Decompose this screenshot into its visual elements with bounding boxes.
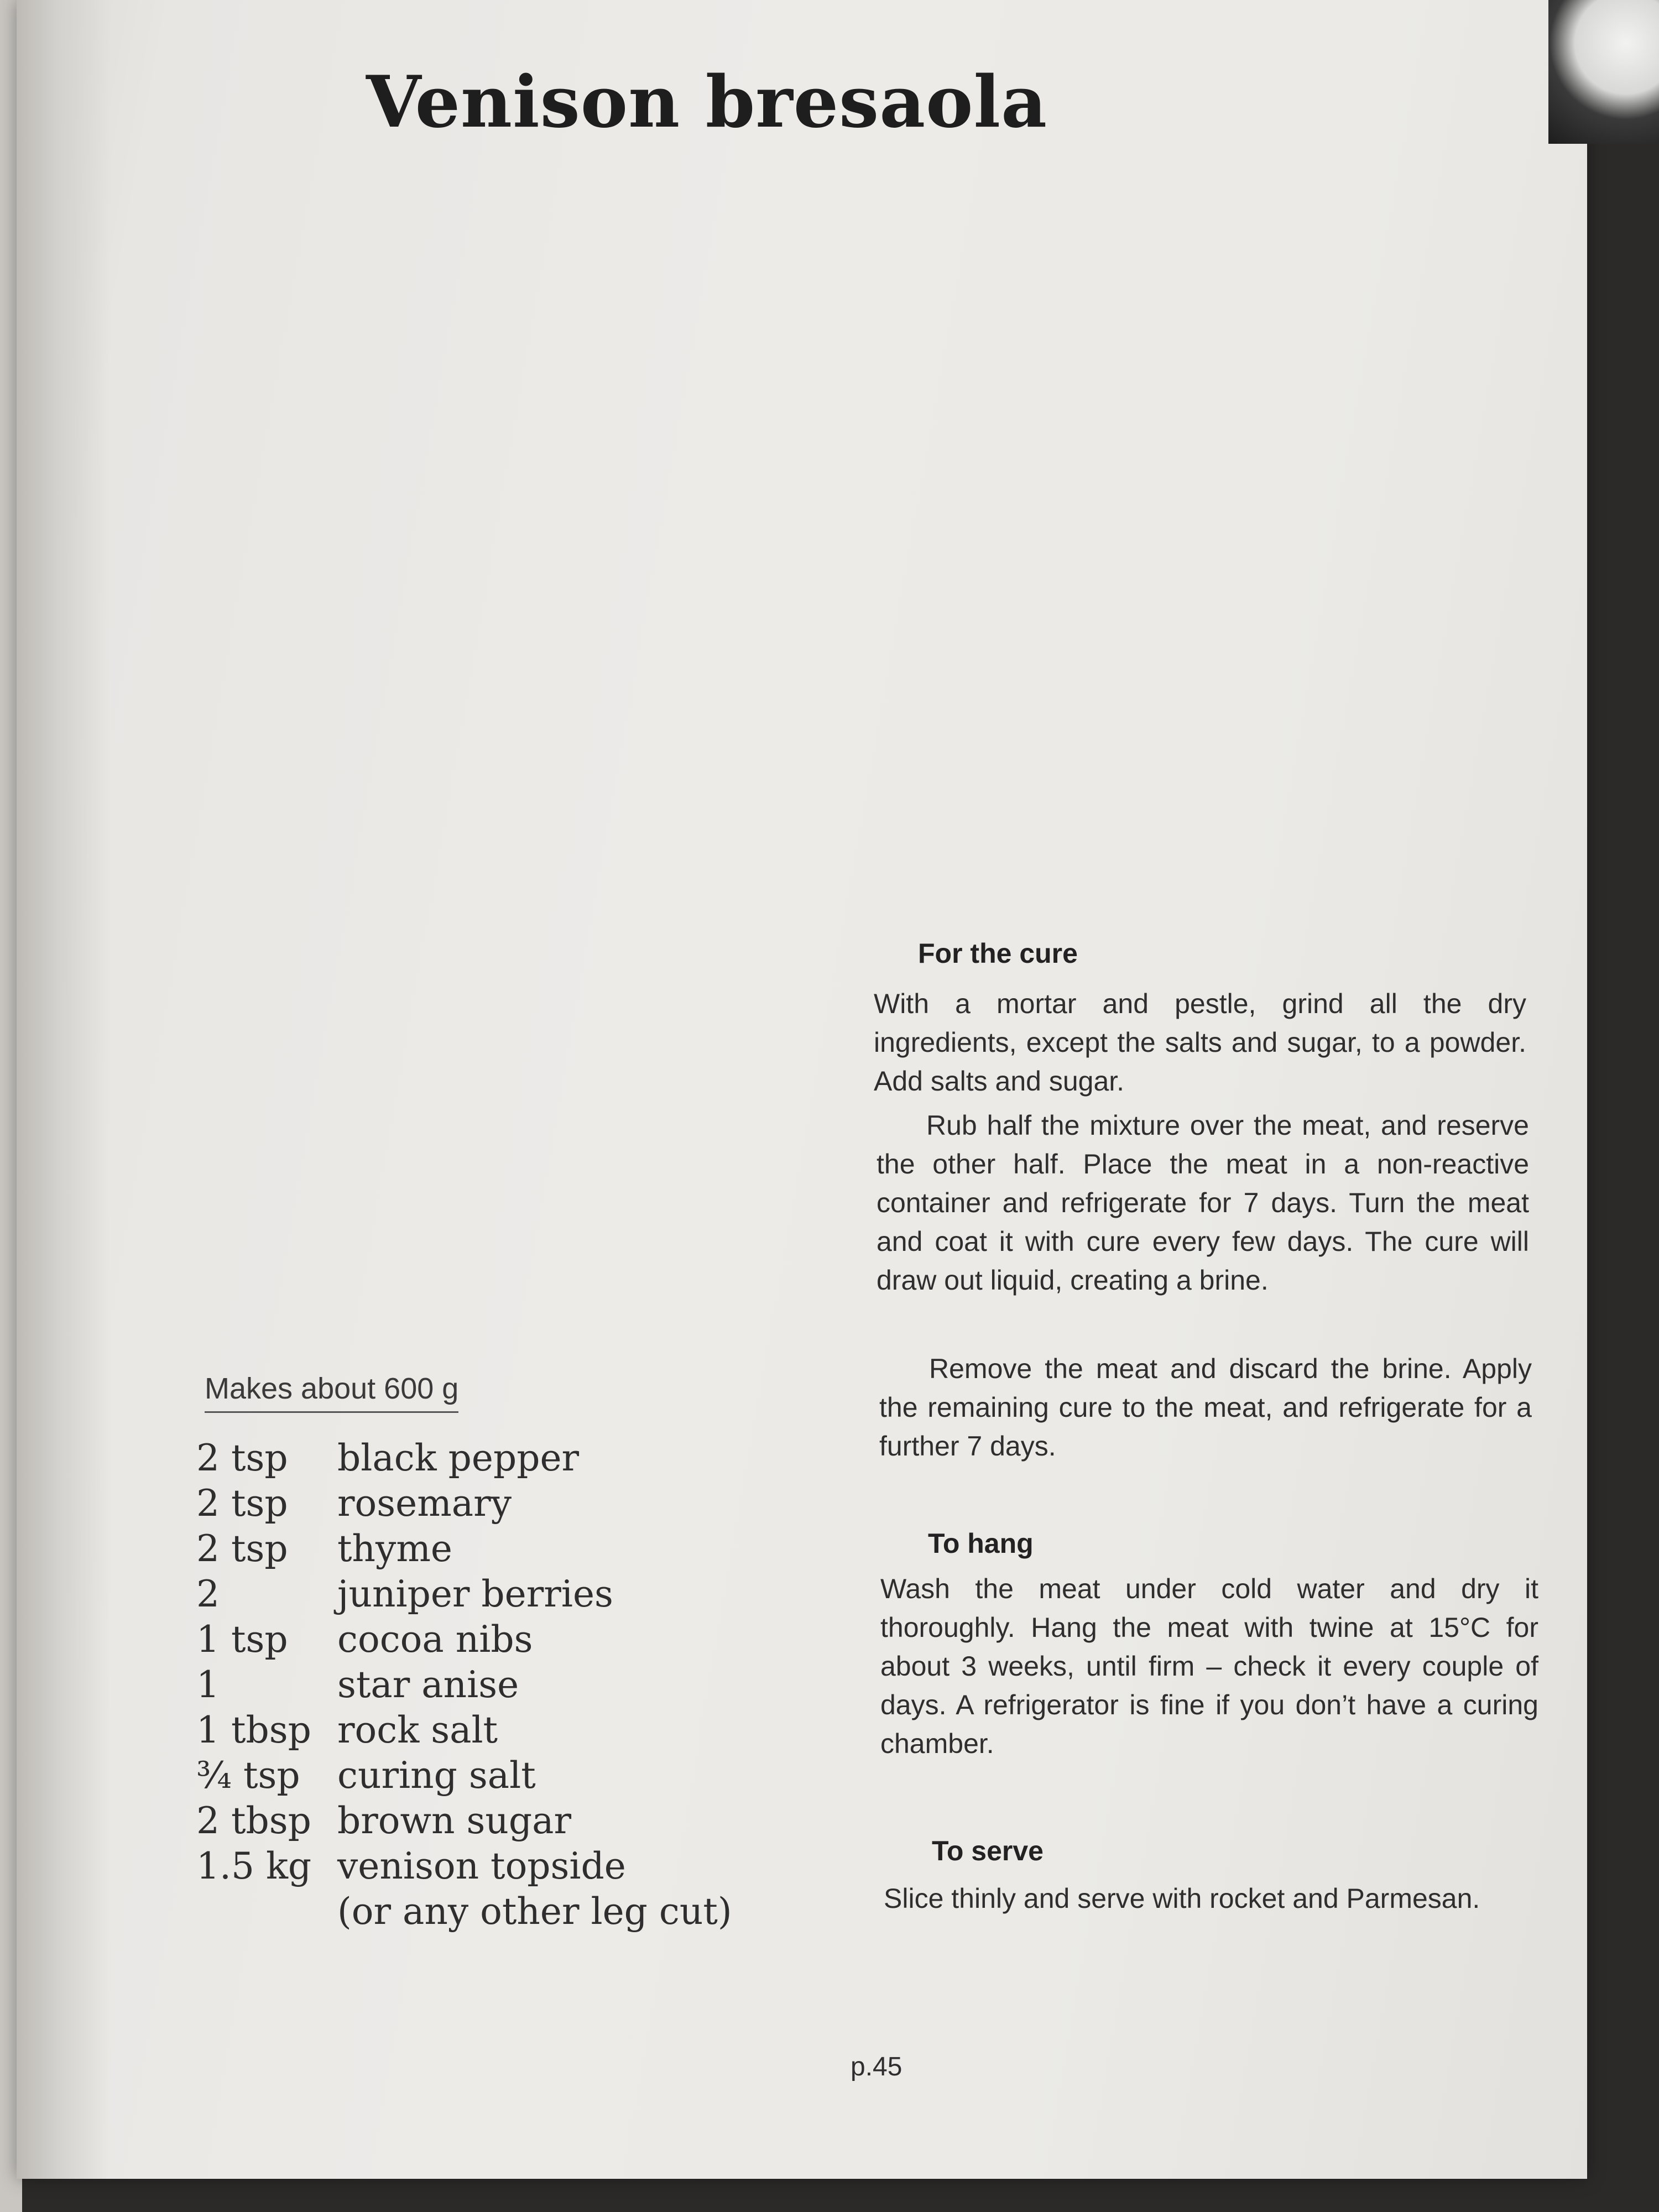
- ingredient-row: [196, 1843, 732, 1888]
- ingredient-name: thyme: [337, 1527, 452, 1570]
- ingredient-quantity: 2 tsp: [196, 1527, 288, 1570]
- ingredient-row: [196, 1707, 732, 1752]
- ingredient-row: [196, 1616, 732, 1662]
- ingredient-quantity: 2 tsp: [196, 1481, 288, 1525]
- ingredient-quantity: 2 tsp: [196, 1436, 288, 1479]
- section-heading-cure: For the cure: [918, 938, 1078, 969]
- ingredient-name: rock salt: [337, 1708, 498, 1751]
- ingredient-quantity: 1 tsp: [196, 1618, 288, 1661]
- background-object: [1548, 0, 1659, 144]
- hang-paragraph: Wash the meat under cold water and dry it thoroughly. Hang the meat with twine at 15°C for about 3 weeks, until firm – check it every couple of days. A refrigerator is fine if you don’t have a curing chamber.: [880, 1573, 1538, 1759]
- ingredient-name: star anise: [337, 1663, 519, 1706]
- ingredient-row: [196, 1480, 732, 1526]
- ingredient-name: juniper berries: [337, 1572, 613, 1615]
- ingredient-quantity: 1 tbsp: [196, 1708, 311, 1751]
- page-title: Venison bresaola: [366, 61, 1048, 144]
- ingredient-name: curing salt: [337, 1754, 536, 1797]
- cure-paragraph-2: Rub half the mixture over the meat, and reserve the other half. Place the meat in a non-reactive container and refrigerate for 7 days. Turn the meat and coat it with cure every few days. The cure will draw out liquid, creating a brine.: [877, 1110, 1529, 1296]
- ingredient-row: [196, 1435, 732, 1480]
- section-heading-serve: To serve: [932, 1835, 1044, 1866]
- page-number: p.45: [851, 2052, 902, 2081]
- ingredient-quantity: ¾ tsp: [196, 1754, 300, 1797]
- ingredient-row: [196, 1526, 732, 1571]
- ingredient-quantity: 1: [196, 1663, 220, 1706]
- ingredient-row: [196, 1662, 732, 1707]
- cure-paragraph-1: With a mortar and pestle, grind all the dry ingredients, except the salts and sugar, to a powder. Add salts and sugar.: [874, 988, 1526, 1097]
- ingredient-name: brown sugar: [337, 1799, 572, 1842]
- recipe-page: [17, 0, 1587, 2179]
- ingredient-name: (or any other leg cut): [337, 1890, 732, 1933]
- ingredient-row: [196, 1752, 732, 1798]
- ingredient-list: [196, 1435, 732, 1934]
- yield-label: Makes about 600 g: [205, 1371, 458, 1413]
- ingredient-quantity: 2 tbsp: [196, 1799, 311, 1842]
- section-heading-hang: To hang: [928, 1528, 1034, 1559]
- book-spine-shadow: [17, 0, 111, 2179]
- ingredient-name: black pepper: [337, 1436, 580, 1479]
- ingredient-row: [196, 1571, 732, 1616]
- serve-paragraph: Slice thinly and serve with rocket and Parmesan.: [884, 1883, 1480, 1914]
- ingredient-row: [196, 1798, 732, 1843]
- ingredient-name: venison topside: [337, 1844, 626, 1887]
- ingredient-quantity: 2: [196, 1572, 220, 1615]
- ingredient-name: cocoa nibs: [337, 1618, 533, 1661]
- cure-paragraph-3: Remove the meat and discard the brine. Apply the remaining cure to the meat, and refrigerate for a further 7 days.: [879, 1353, 1532, 1462]
- ingredient-quantity: 1.5 kg: [196, 1844, 312, 1887]
- ingredient-name: rosemary: [337, 1481, 512, 1525]
- ingredient-row: [196, 1888, 732, 1934]
